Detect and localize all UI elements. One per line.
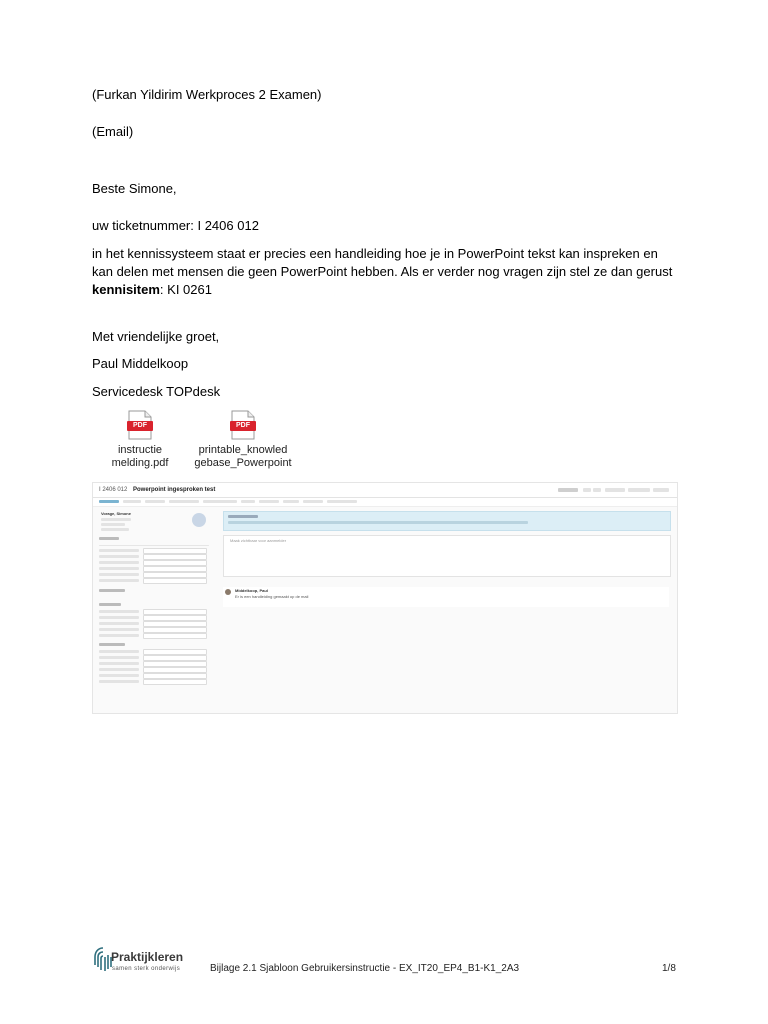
signature-name: Paul Middelkoop [92,356,189,371]
pdf-icon [229,410,257,440]
attachment-name-line1: instructie [117,444,163,456]
pdf-badge: PDF [133,422,147,429]
signature-org: Servicedesk TOPdesk [92,384,221,399]
header-line-1: (Furkan Yildirim Werkproces 2 Examen) [92,87,322,102]
logo-name: Praktijkleren [111,950,184,964]
closing: Met vriendelijke groet, [92,329,220,344]
ticket-number-line: uw ticketnummer: I 2406 012 [92,218,259,233]
screenshot-header [93,483,677,498]
attachment-name-line2: melding.pdf [111,457,169,469]
screenshot-caller-name: Vorage, Simone [101,511,131,516]
screenshot-memo-placeholder: Maak zichtbaar voor aanmelder [230,538,287,543]
screenshot-message-text: Er is een handleiding gemaakt op de mail [235,594,309,599]
screenshot-memo-field [223,535,671,577]
screenshot-left-panel [97,509,212,709]
screenshot-message-author: Middelkoop, Paul [235,588,268,593]
page-number: 1/8 [662,963,676,974]
header-line-2: (Email) [92,124,134,139]
body-paragraph [92,245,682,299]
knowledge-item-label: kennisitem [92,282,160,297]
attachment-instructie[interactable] [85,410,195,470]
topdesk-screenshot [92,482,678,714]
screenshot-tabs [93,498,677,507]
attachment-name-line2: gebase_Powerpoint [194,457,292,469]
body-text: in het kennissysteem staat er precies een handleiding hoe je in PowerPoint tekst kan inspreken en kan delen met mensen die geen PowerPoint hebben. Als er verder nog vragen zijn stel ze dan gerust [92,246,673,279]
avatar [225,589,231,595]
pdf-icon [126,410,154,440]
screenshot-request-bubble [223,511,671,531]
greeting: Beste Simone, [92,181,177,196]
attachment-name-line1: printable_knowled [198,444,288,456]
pdf-badge: PDF [236,422,250,429]
knowledge-item-value: : KI 0261 [159,282,212,297]
screenshot-ticket-id: I 2406 012 [99,487,128,493]
logo-tagline: samen sterk onderwijs [112,966,181,972]
attachment-printable-knowledgebase[interactable] [188,410,298,470]
footer-logo [92,945,192,977]
footer-center-text: Bijlage 2.1 Sjabloon Gebruikersinstructie - EX_IT20_EP4_B1-K1_2A3 [210,963,520,974]
screenshot-message [223,587,669,607]
screenshot-ticket-title: Powerpoint ingesproken test [133,487,216,493]
